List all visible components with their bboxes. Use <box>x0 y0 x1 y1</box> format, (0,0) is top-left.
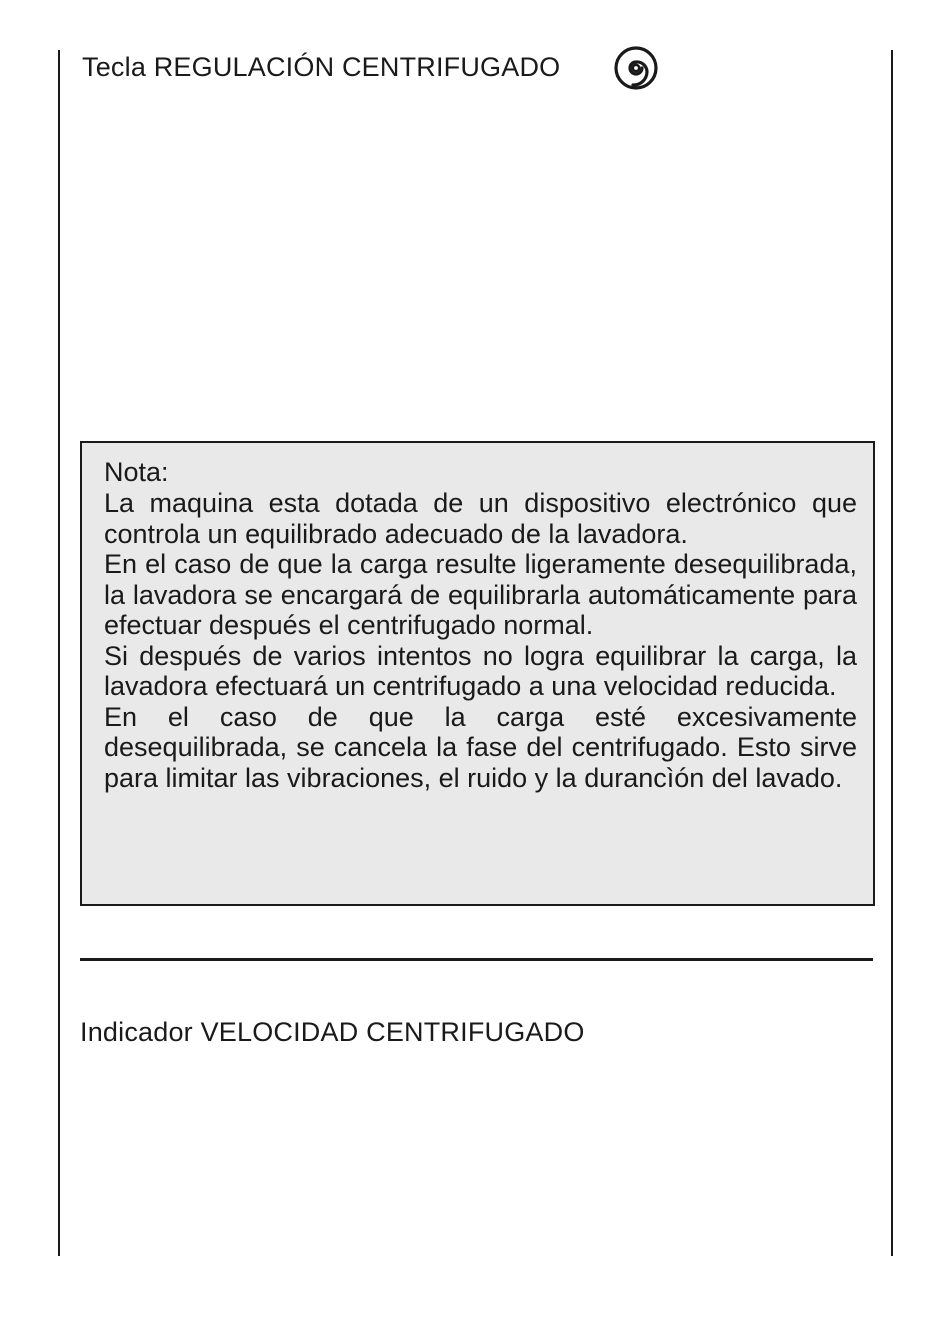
spin-regulation-heading: Tecla REGULACIÓN CENTRIFUGADO <box>82 52 561 82</box>
spin-speed-indicator-heading: Indicador VELOCIDAD CENTRIFUGADO <box>80 1017 585 1047</box>
left-margin-rule <box>58 50 60 1256</box>
note-paragraph: Si después de varios intentos no logra equilibrar la carga, la lavadora efectuará un centrifugado a una velocidad reducida. <box>104 640 857 701</box>
spin-spiral-icon <box>613 45 659 91</box>
note-title: Nota: <box>104 457 169 487</box>
note-paragraph: La maquina esta dotada de un dispositivo electrónico que controla un equilibrado adecuado de la lavadora. <box>104 488 857 549</box>
section-divider <box>80 958 873 961</box>
note-paragraph: En el caso de que la carga resulte ligeramente desequilibrada, la lavadora se encargará de equilibrarla automáticamente para efectuar después el centrifugado normal. <box>104 549 857 640</box>
note-paragraph: En el caso de que la carga esté excesivamente desequilibrada, se cancela la fase del centrifugado. Esto sirve para limitar las vibraciones, el ruido y la durancìón del lavado. <box>104 701 857 793</box>
right-margin-rule <box>891 50 893 1256</box>
note-box <box>80 441 875 906</box>
